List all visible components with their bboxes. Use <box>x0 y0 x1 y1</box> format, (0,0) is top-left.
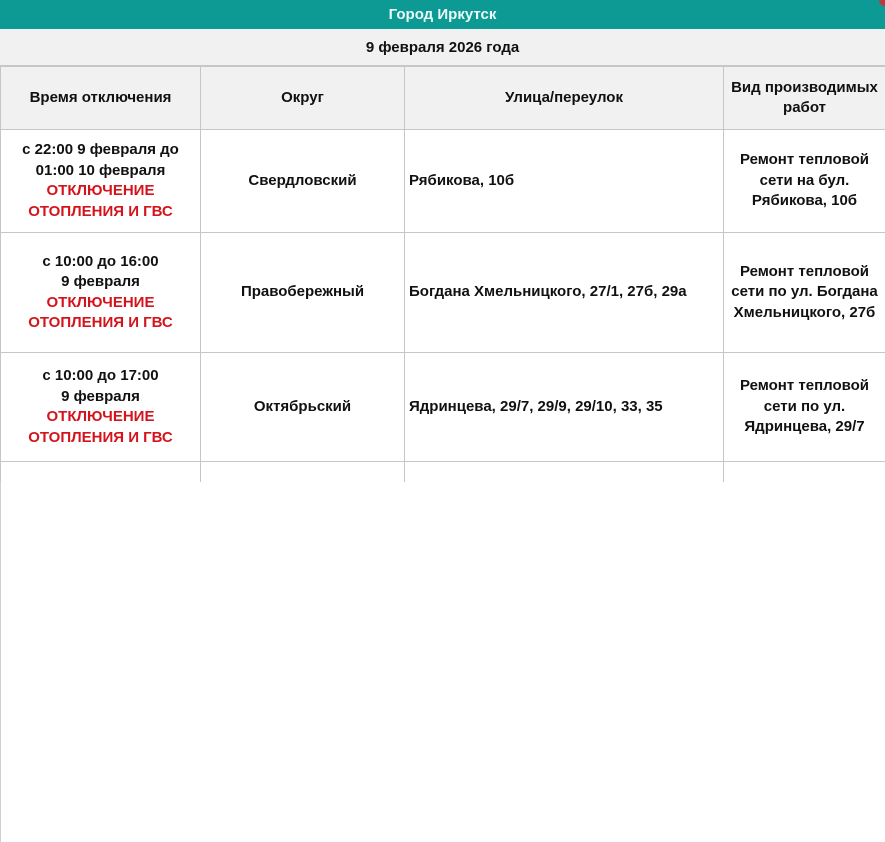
empty-cell <box>405 462 724 483</box>
column-header-district: Округ <box>201 67 405 130</box>
street-cell: Богдана Хмельницкого, 27/1, 27б, 29а <box>405 233 724 353</box>
column-header-time: Время отключения <box>1 67 201 130</box>
work-type-cell: Ремонт тепловой сети на бул. Рябикова, 10б <box>724 130 885 233</box>
work-type-cell: Ремонт тепловой сети по ул. Богдана Хмельницкого, 27б <box>724 233 885 353</box>
empty-cell <box>724 462 885 483</box>
corner-marker-icon <box>879 0 885 6</box>
outage-status: ОТКЛЮЧЕНИЕ ОТОПЛЕНИЯ И ГВС <box>28 182 173 220</box>
time-range-end: 01:00 10 февраля <box>35 161 166 179</box>
outage-status: ОТКЛЮЧЕНИЕ ОТОПЛЕНИЯ И ГВС <box>28 408 173 446</box>
column-header-work-type: Вид производимых работ <box>724 67 885 130</box>
time-range: с 10:00 до 17:00 <box>42 367 159 384</box>
city-title-bar <box>0 0 885 29</box>
date-bar <box>0 29 885 66</box>
time-cell <box>1 130 201 233</box>
time-range-date: 9 февраля <box>61 387 140 405</box>
column-header-street: Улица/переулок <box>405 67 724 130</box>
time-range: с 22:00 9 февраля до <box>22 141 179 158</box>
time-range: с 10:00 до 16:00 <box>42 252 159 270</box>
work-type-cell: Ремонт тепловой сети по ул. Ядринцева, 29/7 <box>724 353 885 462</box>
time-cell <box>1 233 201 353</box>
district-cell: Октябрьский <box>201 353 405 462</box>
outage-status: ОТКЛЮЧЕНИЕ ОТОПЛЕНИЯ И ГВС <box>28 293 173 331</box>
table-header-row <box>1 67 885 130</box>
table-row-empty <box>1 462 885 483</box>
table-row <box>1 233 885 353</box>
time-range-date: 9 февраля <box>61 273 140 290</box>
empty-cell <box>1 462 201 483</box>
schedule-date: 9 февраля 2026 года <box>365 38 520 56</box>
table-row <box>1 130 885 233</box>
table-row <box>1 353 885 462</box>
street-cell: Ядринцева, 29/7, 29/9, 29/10, 33, 35 <box>405 353 724 462</box>
outage-table <box>0 66 885 482</box>
district-cell: Правобережный <box>201 233 405 353</box>
district-cell: Свердловский <box>201 130 405 233</box>
city-title: Город Иркутск <box>388 6 497 23</box>
time-cell <box>1 353 201 462</box>
empty-cell <box>201 462 405 483</box>
street-cell: Рябикова, 10б <box>405 130 724 233</box>
